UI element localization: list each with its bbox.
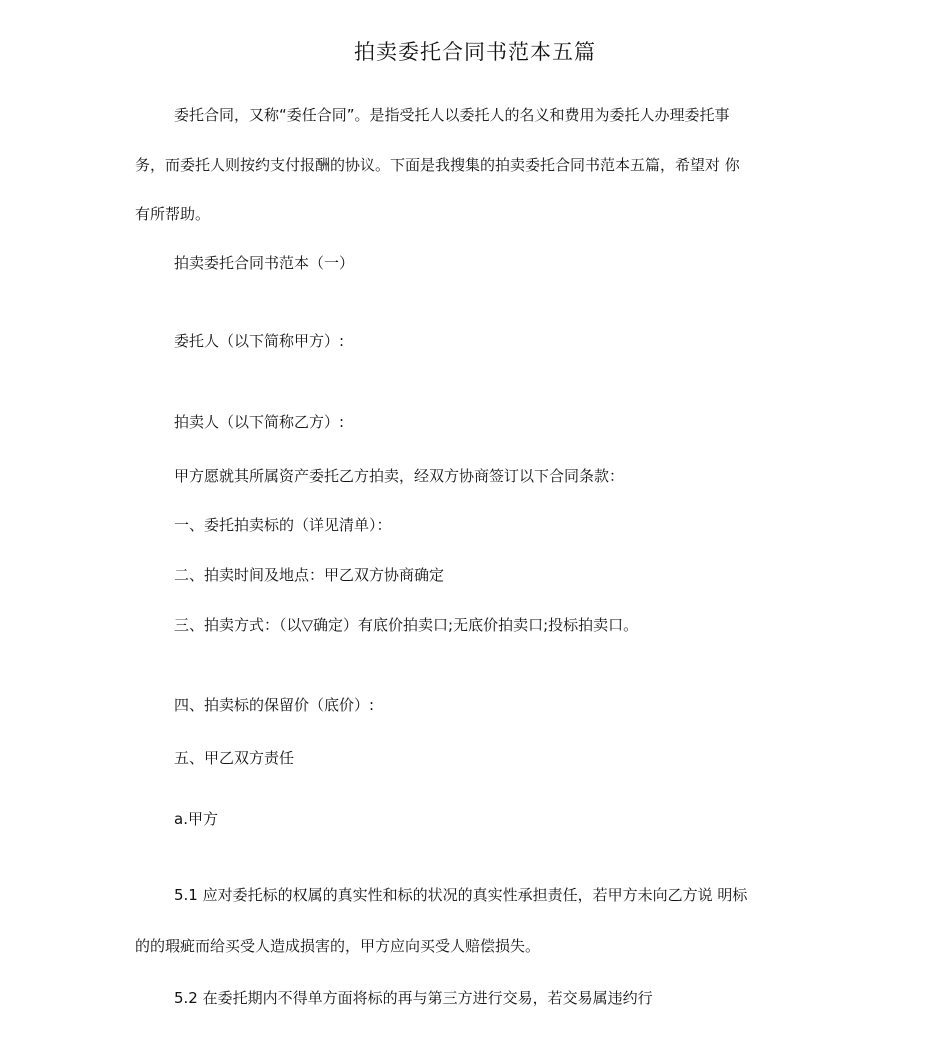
intro-line-3: 有所帮助。 [135, 205, 211, 223]
intro-line-2: 务，而委托人则按约支付报酬的协议。下面是我搜集的拍卖委托合同书范本五篇，希望对 你 [135, 156, 740, 174]
clause-1: 一、委托拍卖标的（详见清单）： [174, 516, 392, 534]
clause-3: 三、拍卖方式：（以▽确定）有底价拍卖口;无底价拍卖口;投标拍卖口。 [174, 616, 639, 634]
intro-line-1: 委托合同，又称“委任合同”。是指受托人以委托人的名义和费用为委托人办理委托事 [174, 106, 730, 124]
party-b-label: 拍卖人（以下简称乙方）: [174, 413, 345, 431]
clause-5: 五、甲乙双方责任 [174, 749, 295, 767]
sub-heading-party-a: a.甲方 [174, 810, 218, 828]
section-heading: 拍卖委托合同书范本（一） [174, 254, 355, 272]
clause-4: 四、拍卖标的保留价（底价）: [174, 696, 375, 714]
item-5-1-line-2: 的的瑕疵而给买受人造成损害的，甲方应向买受人赔偿损失。 [135, 937, 541, 955]
clause-2: 二、拍卖时间及地点：甲乙双方协商确定 [174, 566, 445, 584]
agreement-statement: 甲方愿就其所属资产委托乙方拍卖，经双方协商签订以下合同条款： [174, 467, 625, 485]
document-title: 拍卖委托合同书范本五篇 [354, 40, 596, 64]
party-a-label: 委托人（以下简称甲方）: [174, 332, 345, 350]
item-5-2: 5.2 在委托期内不得单方面将标的再与第三方进行交易，若交易属违约行 [174, 989, 653, 1007]
item-5-1-line-1: 5.1 应对委托标的权属的真实性和标的状况的真实性承担责任，若甲方未向乙方说 明标 [174, 886, 748, 904]
